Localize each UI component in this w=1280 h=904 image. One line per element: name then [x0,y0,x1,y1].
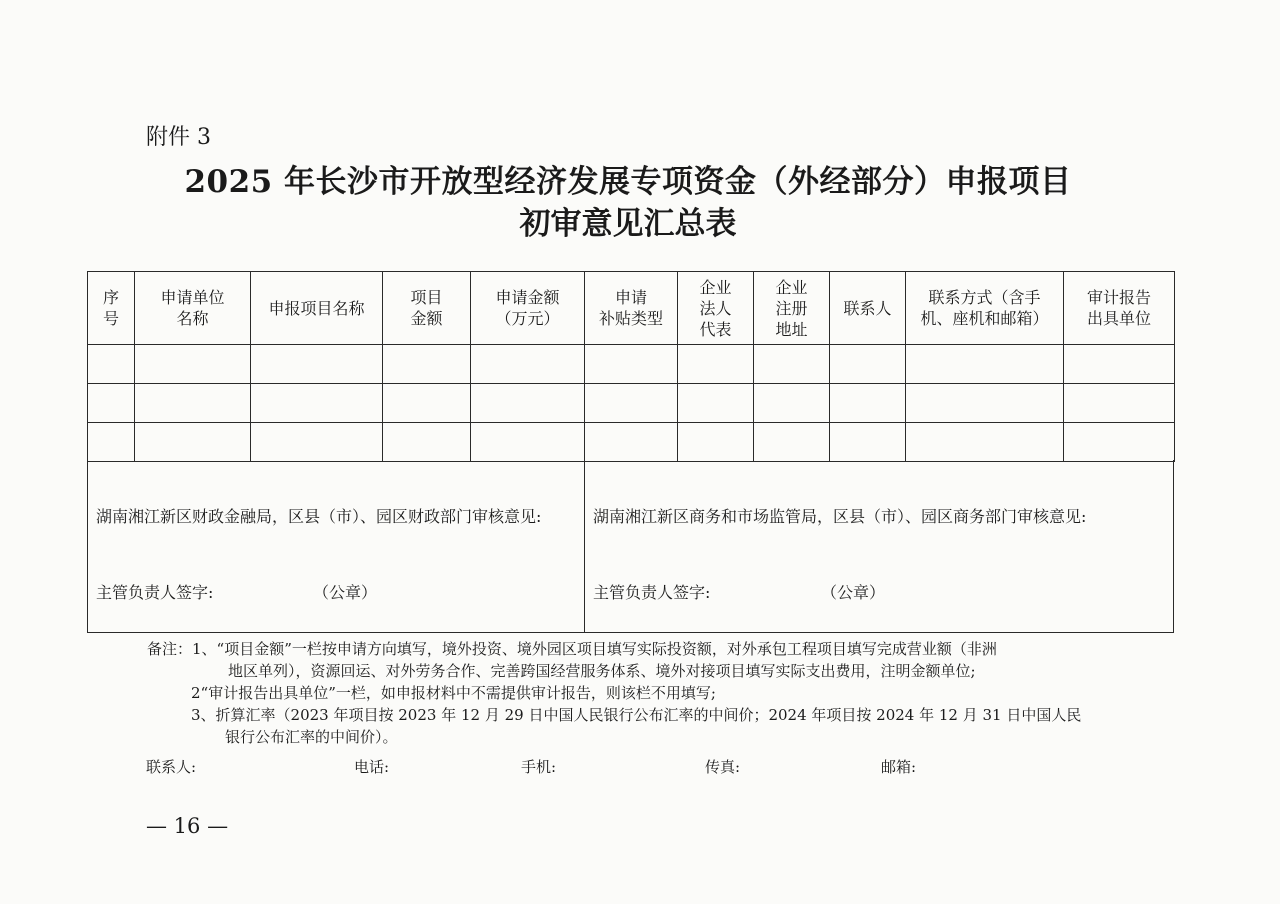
column-header [678,272,754,345]
column-header-line: 企业 [699,277,732,297]
table-cell[interactable] [1064,423,1175,462]
table-cell[interactable] [383,384,471,423]
contact-person-label: 联系人: [146,758,197,776]
table-header-row [88,272,1175,345]
column-header-line: 申请单位 [160,288,225,307]
column-header [754,272,830,345]
note-1b: 地区单列），资源回运、对外劳务合作、完善跨国经营服务体系、境外对接项目填写实际支出费用，注明金额单位; [228,662,976,680]
commerce-signature-label: 主管负责人签字: [593,583,711,602]
column-header-line: 申请 [614,288,647,307]
column-header-line: 金额 [410,309,443,328]
finance-opinion-box [87,460,585,633]
table-cell[interactable] [471,384,585,423]
column-header [383,272,471,345]
table-cell[interactable] [251,423,383,462]
column-header-line: 代表 [699,319,732,339]
phone-label: 电话: [354,758,390,776]
column-header-line: （万元） [495,309,560,328]
table-row [88,384,1175,423]
note-2: 2“审计报告出具单位”一栏，如申报材料中不需提供审计报告，则该栏不用填写; [191,684,716,702]
column-header-line: 企业 [775,277,808,297]
column-header [135,272,251,345]
summary-table [87,271,1175,462]
column-header [251,272,383,345]
table-cell[interactable] [678,345,754,384]
table-cell[interactable] [383,345,471,384]
column-header-line: 联系方式（含手 [928,288,1041,307]
column-header [471,272,585,345]
table-cell[interactable] [906,345,1064,384]
table-cell[interactable] [135,384,251,423]
table-row [88,345,1175,384]
column-header-line: 出具单位 [1086,309,1151,328]
table-cell[interactable] [135,423,251,462]
page-subtitle: 初审意见汇总表 [519,206,737,242]
commerce-seal-label: （公章） [821,583,886,602]
note-1a: 备注：1、“项目金额”一栏按申请方向填写，境外投资、境外园区项目填写实际投资额，对外承包工程项目填写完成营业额（非洲 [147,640,997,658]
column-header-line: 机、座机和邮箱） [920,309,1049,328]
table-cell[interactable] [754,345,830,384]
table-cell[interactable] [1064,345,1175,384]
email-label: 邮箱: [881,758,917,776]
column-header-line: 项目 [410,288,443,307]
table-cell[interactable] [906,384,1064,423]
table-cell[interactable] [135,345,251,384]
column-header-line: 序 [102,288,119,307]
table-cell[interactable] [585,345,678,384]
table-cell[interactable] [678,384,754,423]
column-header-line: 联系人 [843,298,892,318]
column-header-line: 法人 [699,298,732,318]
table-cell[interactable] [906,423,1064,462]
table-cell[interactable] [471,345,585,384]
table-cell[interactable] [88,345,135,384]
table-cell[interactable] [830,345,906,384]
table-cell[interactable] [88,423,135,462]
column-header-line: 申请金额 [495,288,560,307]
note-3b: 银行公布汇率的中间价）。 [225,728,398,746]
column-header-line: 补贴类型 [598,309,663,328]
table-cell[interactable] [88,384,135,423]
column-header-line: 号 [102,309,119,328]
commerce-opinion-box [584,460,1174,633]
finance-opinion-label: 湖南湘江新区财政金融局，区县（市）、园区财政部门审核意见: [96,507,542,526]
column-header [906,272,1064,345]
table-row [88,423,1175,462]
notes-section [147,638,1081,748]
page-title: 2025 年长沙市开放型经济发展专项资金（外经部分）申报项目 [184,164,1072,200]
column-header [830,272,906,345]
table-cell[interactable] [678,423,754,462]
note-3a: 3、折算汇率（2023 年项目按 2023 年 12 月 29 日中国人民银行公布汇率的中间价；2024 年项目按 2024 年 12 月 31 日中国人民 [191,706,1082,724]
finance-signature-label: 主管负责人签字: [96,583,214,602]
finance-seal-label: （公章） [313,583,378,602]
table-cell[interactable] [383,423,471,462]
column-header [585,272,678,345]
table-cell[interactable] [251,384,383,423]
column-header-line: 注册 [775,298,808,318]
column-header-line: 申报项目名称 [268,298,365,318]
table-cell[interactable] [471,423,585,462]
table-cell[interactable] [1064,384,1175,423]
column-header [88,272,135,345]
table-cell[interactable] [754,423,830,462]
fax-label: 传真: [705,758,741,776]
table-cell[interactable] [585,423,678,462]
table-cell[interactable] [830,423,906,462]
column-header-line: 审计报告 [1086,288,1151,307]
column-header [1064,272,1175,345]
attachment-label: 附件 3 [146,125,211,150]
column-header-line: 名称 [176,309,209,328]
page-number: — 16 — [146,814,229,838]
table-cell[interactable] [251,345,383,384]
table-cell[interactable] [585,384,678,423]
commerce-opinion-label: 湖南湘江新区商务和市场监管局，区县（市）、园区商务部门审核意见: [593,507,1087,526]
column-header-line: 地址 [775,319,808,339]
table-cell[interactable] [754,384,830,423]
table-cell[interactable] [830,384,906,423]
mobile-label: 手机: [521,758,557,776]
